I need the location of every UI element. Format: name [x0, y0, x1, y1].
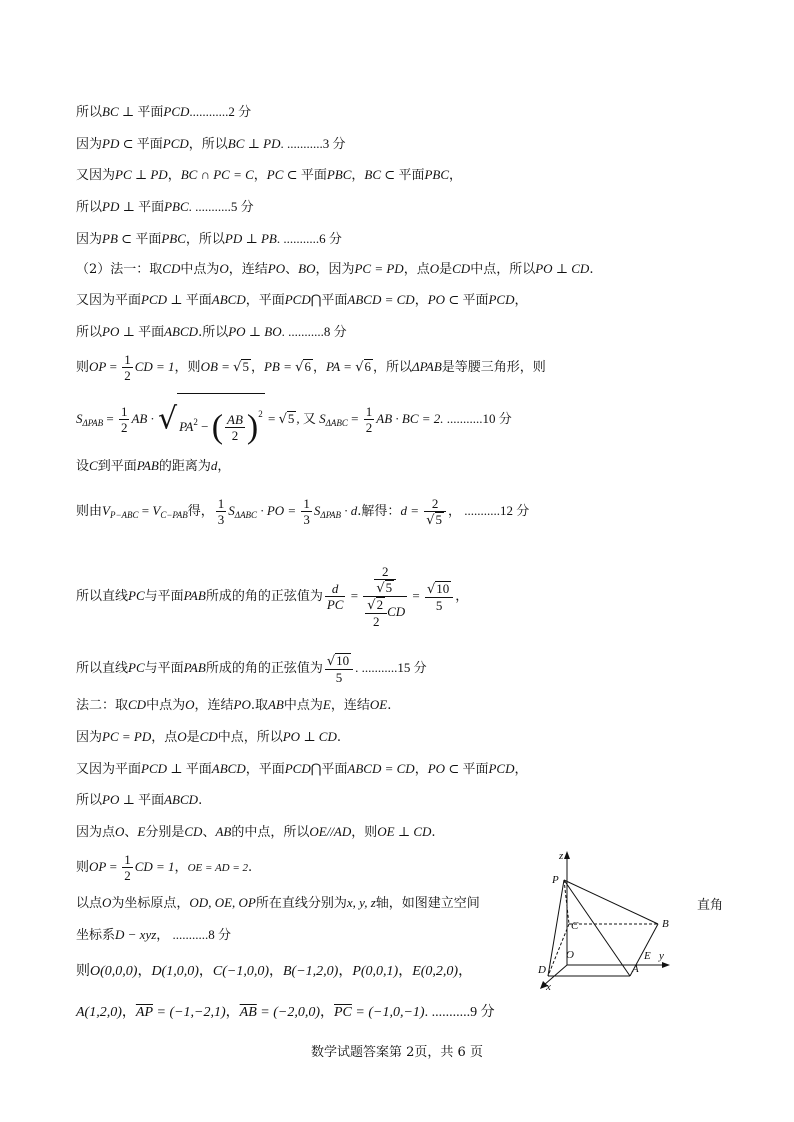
score-2: ............2 分: [189, 104, 252, 119]
label-B: B: [662, 918, 669, 930]
z-arrow: [564, 851, 570, 859]
label-E: E: [644, 950, 651, 962]
coordinate-diagram: [526, 845, 686, 995]
text-line-21-tail: 直角: [697, 898, 724, 913]
label-A: A: [632, 963, 639, 975]
text-line-3: 又因为PC ⊥ PD，BC ∩ PC = C，PC ⊂ 平面PBC，BC ⊂ 平面PBC，: [76, 167, 463, 183]
text-line-23: 则O(0,0,0)，D(1,0,0)，C(−1,0,0)，B(−1,2,0)，P(0,0,1)，E(0,2,0)，: [76, 963, 473, 979]
text-line-19: 因为点O、E分别是CD、AB的中点，所以OE//AD，则OE ⊥ CD.: [76, 824, 436, 840]
text-line-12: 则由$V_{P-ABC} = V_{C-PAB}$得， $\frac{1}{3}$ $S_{\Delta ABC}$ · PO = $\frac{1}{3}$ $S_{\Delta PAB} \cdot d$.解得：d = $\frac{2}{√5}$ ， ...........12 分: [76, 495, 530, 528]
text-line-21: 以点O为坐标原点，OD, OE, OP所在直线分别为x, y, z轴，如图建立空间: [76, 895, 480, 911]
text-line-8: 所以PO ⊥ 平面ABCD.所以PO ⊥ BO. ...........8 分: [76, 324, 347, 340]
text-line-1: 所以BC ⊥ 平面PCD............2 分: [76, 104, 252, 120]
compound-fraction: $\frac{2}{√5}$ $\frac{√2}{2}$ CD: [363, 564, 407, 629]
text-line-15: 法二：取CD中点为O，连结PO.取AB中点为E，连结OE.: [76, 697, 392, 713]
label-x: x: [546, 981, 551, 993]
text-line-17: 又因为平面PCD ⊥ 平面ABCD，平面PCD⋂平面ABCD = CD，PO ⊂ 平面PCD，: [76, 761, 528, 777]
text-line-7: 又因为平面PCD ⊥ 平面ABCD，平面PCD⋂平面ABCD = CD，PO ⊂ 平面PCD，: [76, 292, 528, 308]
score-9: . ...........9 分: [424, 1005, 495, 1020]
text-line-16: 因为PC = PD，点O是CD中点，所以PO ⊥ CD.: [76, 729, 341, 745]
score-3: . ...........3 分: [280, 136, 346, 151]
text-line-18: 所以PO ⊥ 平面ABCD.: [76, 792, 203, 808]
edge-PB: [564, 880, 658, 924]
text-line-14: 所以直线PC与平面PAB所成的角的正弦值为 $\frac{√10}{5}$ . ...........15 分: [76, 652, 427, 685]
text-line-20: 则OP = $\frac{1}{2}$ CD = 1，OE = AD = 2.: [76, 852, 253, 883]
text-line-10: $S_{\Delta PAB}$ = $\frac{1}{2}$ AB · √ $PA^2$ − ( $\frac{AB}{2}$ )$^2$ = √5 , 又 $S_{\Delta ABC}$ = $\frac{1}{2}$ AB · BC = 2. ...........10 分: [76, 393, 512, 449]
big-sqrt: √ $PA^2$ − ( $\frac{AB}{2}$ )$^2$: [158, 393, 265, 446]
text-line-6: （2）法一：取CD中点为O，连结PO、BO，因为PC = PD，点O是CD中点，所以PO ⊥ CD.: [76, 261, 594, 277]
label-y: y: [659, 950, 664, 962]
edge-PD: [548, 880, 564, 976]
score-15: . ...........15 分: [355, 660, 427, 675]
text-line-9: 则OP = $\frac{1}{2}$ CD = 1，则OB = √5 ，PB = √6 ，PA = √6 ，所以ΔPAB是等腰三角形，则: [76, 352, 546, 383]
text-line-24: A(1,2,0)，$\overline{AP} = (-1,-2,1)$，$\overline{AB} = (-2,0,0)$，$\overline{PC} = (-1,0,-1)$. ...........9 分: [76, 1004, 495, 1020]
score-6: . ...........6 分: [276, 231, 342, 246]
score-5: . ...........5 分: [188, 199, 254, 214]
text-line-22: 坐标系D − xyz， ...........8 分: [76, 927, 232, 943]
page-footer: 数学试题答案第 2页，共 6 页: [311, 1045, 483, 1060]
text-line-5: 因为PB ⊂ 平面PBC，所以PD ⊥ PB. ...........6 分: [76, 231, 342, 247]
label-z: z: [559, 850, 564, 862]
score-8a: . ...........8 分: [281, 324, 347, 339]
text-line-13: 所以直线PC与平面PAB所成的角的正弦值为 $\frac{d}{PC}$ = $\frac{2}{√5}$ $\frac{√2}{2}$ CD = $\frac{√10}{5}$ ，: [76, 564, 469, 629]
text-line-11: 设C到平面PAB的距离为d，: [76, 458, 231, 474]
y-arrow: [662, 962, 670, 968]
score-12: ...........12 分: [461, 503, 530, 518]
text-line-2: 因为PD ⊂ 平面PCD，所以BC ⊥ PD. ...........3 分: [76, 136, 346, 152]
text-line-4: 所以PD ⊥ 平面PBC. ...........5 分: [76, 199, 254, 215]
score-8b: ...........8 分: [169, 927, 232, 942]
label-O: O: [566, 949, 574, 961]
label-C: C: [571, 920, 579, 932]
fraction-half: $\frac{1}{2}$: [124, 352, 131, 383]
label-P: P: [552, 874, 559, 886]
score-10: ...........10 分: [443, 411, 512, 426]
label-D: D: [538, 964, 546, 976]
